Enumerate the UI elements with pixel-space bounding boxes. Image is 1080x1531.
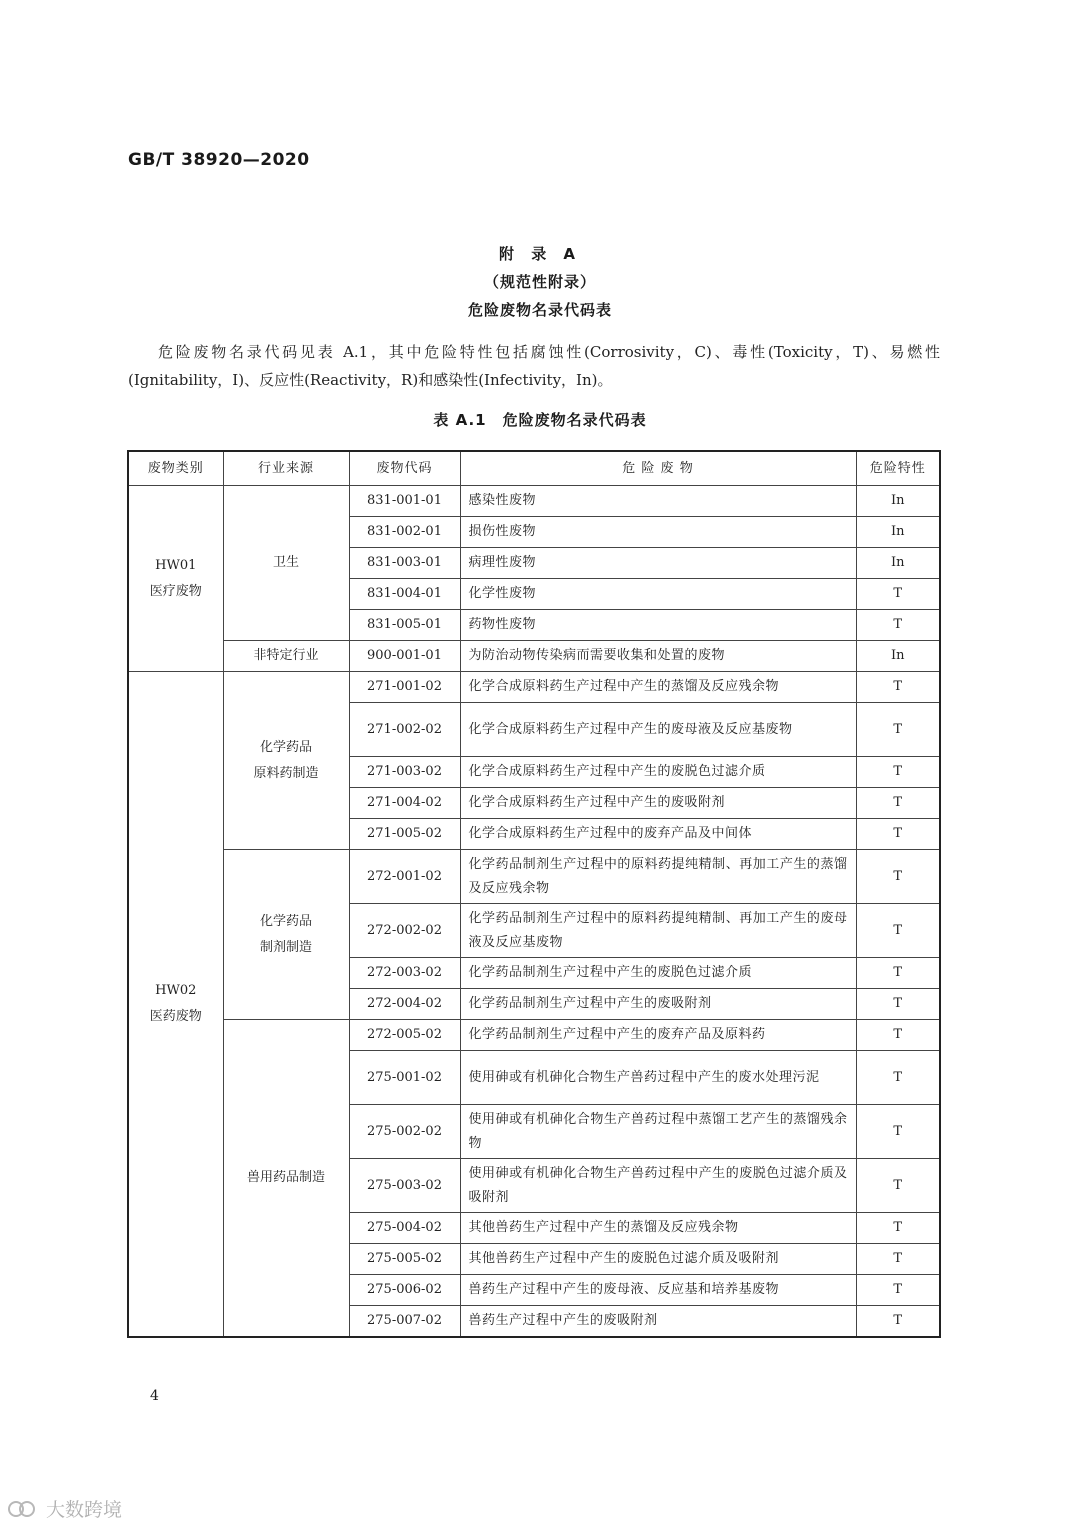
category-name: 医药废物 — [149, 1009, 202, 1024]
waste-name: 化学合成原料药生产过程中产生的废母液及反应基废物 — [460, 703, 856, 757]
waste-code: 272-005-02 — [349, 1020, 460, 1051]
waste-name: 感染性废物 — [460, 486, 856, 517]
source-cell — [223, 672, 349, 850]
hazard-characteristic: T — [856, 904, 940, 958]
source-name: 非特定行业 — [253, 648, 319, 663]
waste-name: 使用砷或有机砷化合物生产兽药过程中蒸馏工艺产生的蒸馏残余物 — [460, 1105, 856, 1159]
standard-code: GB/T 38920—2020 — [128, 150, 310, 170]
waste-code-table — [127, 450, 941, 1338]
category-name: 医疗废物 — [149, 583, 202, 599]
waste-code: 275-004-02 — [349, 1213, 460, 1244]
table-caption: 表 A.1 危险废物名录代码表 — [433, 411, 647, 429]
header-source: 行业来源 — [223, 451, 349, 486]
waste-name: 化学合成原料药生产过程中的废弃产品及中间体 — [460, 819, 856, 850]
category-cell — [128, 672, 223, 1338]
table-row — [128, 850, 940, 904]
hazard-characteristic: T — [856, 1159, 940, 1213]
hazard-characteristic: T — [856, 579, 940, 610]
hazard-characteristic: T — [856, 989, 940, 1020]
appendix-title: 附 录 A — [498, 245, 582, 263]
source-cell — [223, 486, 349, 641]
waste-code: 271-001-02 — [349, 672, 460, 703]
table-row — [128, 1020, 940, 1051]
hazard-characteristic: T — [856, 757, 940, 788]
waste-name: 化学药品制剂生产过程中的原料药提纯精制、再加工产生的蒸馏及反应残余物 — [460, 850, 856, 904]
waste-name: 为防治动物传染病而需要收集和处置的废物 — [460, 641, 856, 672]
waste-code: 275-005-02 — [349, 1244, 460, 1275]
waste-name: 其他兽药生产过程中产生的废脱色过滤介质及吸附剂 — [460, 1244, 856, 1275]
waste-code: 831-001-01 — [349, 486, 460, 517]
table-row — [128, 672, 940, 703]
waste-code: 272-003-02 — [349, 958, 460, 989]
hazard-characteristic: T — [856, 1105, 940, 1159]
source-name: 化学药品 — [259, 913, 312, 929]
source-name: 制剂制造 — [259, 939, 312, 955]
waste-name: 药物性废物 — [460, 610, 856, 641]
category-code: HW01 — [155, 557, 197, 573]
table-header-row — [128, 451, 940, 486]
waste-code: 275-007-02 — [349, 1306, 460, 1338]
hazard-characteristic: T — [856, 610, 940, 641]
hazard-characteristic: T — [856, 788, 940, 819]
waste-code: 271-002-02 — [349, 703, 460, 757]
header-characteristic: 危险特性 — [856, 451, 940, 486]
waste-name: 兽药生产过程中产生的废吸附剂 — [460, 1306, 856, 1338]
hazard-characteristic: T — [856, 1244, 940, 1275]
waste-code: 271-005-02 — [349, 819, 460, 850]
hazard-characteristic: T — [856, 958, 940, 989]
header-waste: 危 险 废 物 — [460, 451, 856, 486]
waste-name: 其他兽药生产过程中产生的蒸馏及反应残余物 — [460, 1213, 856, 1244]
waste-name: 使用砷或有机砷化合物生产兽药过程中产生的废脱色过滤介质及吸附剂 — [460, 1159, 856, 1213]
hazard-characteristic: In — [856, 641, 940, 672]
appendix-subtitle: （规范性附录） — [483, 273, 596, 291]
source-name: 原料药制造 — [253, 765, 319, 781]
category-cell — [128, 486, 223, 672]
waste-code: 275-006-02 — [349, 1275, 460, 1306]
hazard-characteristic: T — [856, 1213, 940, 1244]
waste-name: 化学药品制剂生产过程中产生的废脱色过滤介质 — [460, 958, 856, 989]
waste-name: 化学药品制剂生产过程中的原料药提纯精制、再加工产生的废母液及反应基废物 — [460, 904, 856, 958]
waste-name: 化学合成原料药生产过程中产生的蒸馏及反应残余物 — [460, 672, 856, 703]
hazard-characteristic: In — [856, 486, 940, 517]
hazard-characteristic: T — [856, 672, 940, 703]
waste-code: 900-001-01 — [349, 641, 460, 672]
waste-code: 275-002-02 — [349, 1105, 460, 1159]
hazard-characteristic: T — [856, 819, 940, 850]
hazard-characteristic: T — [856, 1020, 940, 1051]
waste-name: 化学药品制剂生产过程中产生的废弃产品及原料药 — [460, 1020, 856, 1051]
hazard-characteristic: T — [856, 850, 940, 904]
waste-code: 272-001-02 — [349, 850, 460, 904]
waste-code: 275-003-02 — [349, 1159, 460, 1213]
waste-code: 831-005-01 — [349, 610, 460, 641]
hazard-characteristic: T — [856, 1051, 940, 1105]
source-name: 卫生 — [272, 555, 299, 570]
source-name: 化学药品 — [259, 739, 312, 755]
waste-name: 病理性废物 — [460, 548, 856, 579]
intro-paragraph: 危险废物名录代码见表 A.1，其中危险特性包括腐蚀性(Corrosivity，C)、毒性(Toxicity，T)、易燃性(Ignitability，I)、反应性(Reactivity，R)和感染性(Infectivity，In)。 — [128, 343, 940, 389]
source-cell — [223, 850, 349, 1020]
waste-code: 271-003-02 — [349, 757, 460, 788]
waste-name: 化学合成原料药生产过程中产生的废脱色过滤介质 — [460, 757, 856, 788]
waste-name: 化学合成原料药生产过程中产生的废吸附剂 — [460, 788, 856, 819]
header-category: 废物类别 — [128, 451, 223, 486]
watermark-text: 大数跨境 — [46, 1499, 123, 1521]
source-cell — [223, 641, 349, 672]
page-number: 4 — [150, 1388, 159, 1404]
waste-name: 兽药生产过程中产生的废母液、反应基和培养基废物 — [460, 1275, 856, 1306]
hazard-characteristic: T — [856, 703, 940, 757]
category-code: HW02 — [155, 983, 197, 998]
waste-name: 化学性废物 — [460, 579, 856, 610]
hazard-characteristic: In — [856, 548, 940, 579]
hazard-characteristic: T — [856, 1306, 940, 1338]
waste-code: 831-003-01 — [349, 548, 460, 579]
source-cell — [223, 1020, 349, 1338]
waste-code: 272-004-02 — [349, 989, 460, 1020]
table-row — [128, 486, 940, 517]
watermark — [8, 1495, 122, 1522]
waste-name: 损伤性废物 — [460, 517, 856, 548]
waste-code: 275-001-02 — [349, 1051, 460, 1105]
waste-code: 271-004-02 — [349, 788, 460, 819]
waste-name: 使用砷或有机砷化合物生产兽药过程中产生的废水处理污泥 — [460, 1051, 856, 1105]
cloud-logo-icon — [8, 1499, 42, 1519]
header-code: 废物代码 — [349, 451, 460, 486]
waste-code: 831-004-01 — [349, 579, 460, 610]
source-name: 兽用药品制造 — [246, 1170, 325, 1185]
waste-code: 831-002-01 — [349, 517, 460, 548]
hazard-characteristic: T — [856, 1275, 940, 1306]
table-row — [128, 641, 940, 672]
waste-code: 272-002-02 — [349, 904, 460, 958]
appendix-name: 危险废物名录代码表 — [467, 301, 612, 319]
waste-name: 化学药品制剂生产过程中产生的废吸附剂 — [460, 989, 856, 1020]
hazard-characteristic: In — [856, 517, 940, 548]
